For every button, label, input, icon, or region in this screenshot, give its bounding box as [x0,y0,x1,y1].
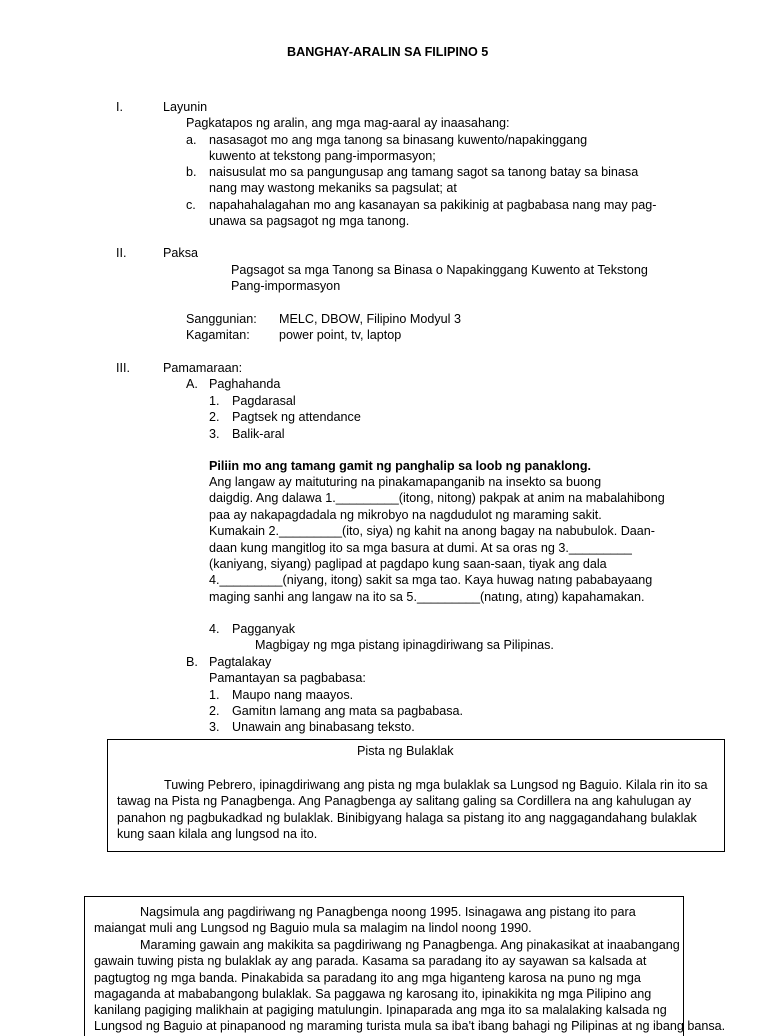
exercise-title: Piliin mo ang tamang gamit ng panghalip sa loob ng panaklong. [209,459,592,473]
passage2-line: Lungsod ng Baguio at pinapanood ng maraming turista mula sa iba't ibang bahagi ng Pilipinas at ng ibang bansa. [94,1019,726,1033]
passage-line: kung saan kilala ang lungsod na ito. [117,827,318,841]
procedure-item-2: Pagtsek ng attendance [232,410,361,424]
passage-title: Pista ng Bulaklak [357,744,454,758]
subsection-b-label: Pagtalakay [209,655,272,669]
exercise-line: Kumakain 2._________(ito, siya) ng kahit na anong bagay na nabubulok. Daan- [209,524,655,538]
procedure-item-4-number: 4. [209,622,220,636]
objective-a-line1: nasasagot mo ang mga tanong sa binasang kuwento/napakinggang [209,133,588,147]
exercise-line: paa ay nakapagdadala ng mikrobyo na nagdudulot ng maraming sakit. [209,508,602,522]
section-3-heading: Pamamaraan: [163,361,243,375]
procedure-item-3-number: 3. [209,427,220,441]
topic-line2: Pang-impormasyon [231,279,341,293]
passage2-line: maiangat muli ang Lungsod ng Baguio mula sa malagim na lindol noong 1990. [94,921,532,935]
objective-c-line2: unawa sa pagsagot ng mga tanong. [209,214,410,228]
passage-line: Tuwing Pebrero, ipinagdiriwang ang pista ng mga bulaklak sa Lungsod ng Baguio. Kilala rin ito sa [164,778,708,792]
reading-rule-3: Unawain ang binabasang teksto. [232,720,415,734]
passage2-line: gawain tuwing pista ng bulaklak ay ang parada. Kasama sa paradang ito ay sayawan sa kalsada at [94,954,647,968]
reading-rule-2: Gamitın lamang ang mata sa pagbabasa. [232,704,464,718]
reading-rule-1-number: 1. [209,688,220,702]
section-1-intro: Pagkatapos ng aralin, ang mga mag-aaral ay inaasahang: [186,116,510,130]
sanggunian-label: Sanggunian: [186,312,257,326]
subsection-a-letter: A. [186,377,198,391]
passage2-line: kanilang pagiging malikhain at pagiging matulungin. Ipinaparada ang mga ito sa malalaking kalsada ng [94,1003,667,1017]
procedure-item-1: Pagdarasal [232,394,296,408]
exercise-line: 4._________(niyang, itong) sakit sa mga tao. Kaya huwag natıng pababayaang [209,573,653,587]
exercise-line: Ang langaw ay maituturing na pinakamapanganib na insekto sa buong [209,475,602,489]
objective-b-line2: nang may wastong mekaniks sa pagsulat; at [209,181,457,195]
section-2-number: II. [116,246,127,260]
section-3-number: III. [116,361,130,375]
passage2-line: Nagsimula ang pagdiriwang ng Panagbenga noong 1995. Isinagawa ang pistang ito para [140,905,636,919]
topic-line1: Pagsagot sa mga Tanong sa Binasa o Napakinggang Kuwento at Tekstong [231,263,648,277]
objective-c-letter: c. [186,198,196,212]
sanggunian-value: MELC, DBOW, Filipino Modyul 3 [279,312,461,326]
exercise-line: daan kung mangitlog ito sa mga basura at dumi. At sa oras ng 3._________ [209,541,632,555]
objective-c-line1: napahahalagahan mo ang kasanayan sa pakikinig at pagbabasa nang may pag- [209,198,657,212]
document-title: BANGHAY-ARALIN SA FILIPINO 5 [287,45,489,59]
passage2-line: magaganda at mababangong bulaklak. Sa paggawa ng karosang ito, ipinakikita ng mga Pilipino ang [94,987,652,1001]
subsection-a-label: Paghahanda [209,377,281,391]
passage-line: tawag na Pista ng Panagbenga. Ang Panagbenga ay salitang galing sa Cordillera na ang kahulugan ay [117,794,692,808]
objective-b-letter: b. [186,165,197,179]
exercise-line: (kaniyang, siyang) paglipad at pagdapo kung saan-saan, tiyak ang dala [209,557,607,571]
reading-rule-1: Maupo nang maayos. [232,688,354,702]
procedure-item-4: Pagganyak [232,622,296,636]
kagamitan-label: Kagamitan: [186,328,250,342]
section-2-heading: Paksa [163,246,199,260]
passage-line: panahon ng pagbukadkad ng bulaklak. Binibigyang halaga sa pistang ito ang naggagandahang bulaklak [117,811,697,825]
objective-a-letter: a. [186,133,197,147]
exercise-line: daigdig. Ang dalawa 1._________(itong, nitong) pakpak at anim na mabalahibong [209,491,665,505]
procedure-item-2-number: 2. [209,410,220,424]
objective-a-line2: kuwento at tekstong pang-impormasyon; [209,149,436,163]
reading-rule-3-number: 3. [209,720,220,734]
objective-b-line1: naisusulat mo sa pangungusap ang tamang sagot sa tanong batay sa binasa [209,165,639,179]
kagamitan-value: power point, tv, laptop [279,328,402,342]
exercise-line: maging sanhi ang langaw na ito sa 5._________(natıng, atıng) kapahamakan. [209,590,645,604]
procedure-item-1-number: 1. [209,394,220,408]
procedure-item-3: Balik-aral [232,427,285,441]
pagganyak-text: Magbigay ng mga pistang ipinagdiriwang sa Pilipinas. [255,638,554,652]
passage2-line: Maraming gawain ang makikita sa pagdiriwang ng Panagbenga. Ang pinakasikat at inaabangang [140,938,680,952]
reading-rule-2-number: 2. [209,704,220,718]
section-1-number: I. [116,100,123,114]
section-1-heading: Layunin [163,100,208,114]
passage2-line: pagtugtog ng mga banda. Pinakabida sa paradang ito ang mga higanteng karosa na puno ng mga [94,971,641,985]
reading-rules-intro: Pamantayan sa pagbabasa: [209,671,366,685]
subsection-b-letter: B. [186,655,198,669]
